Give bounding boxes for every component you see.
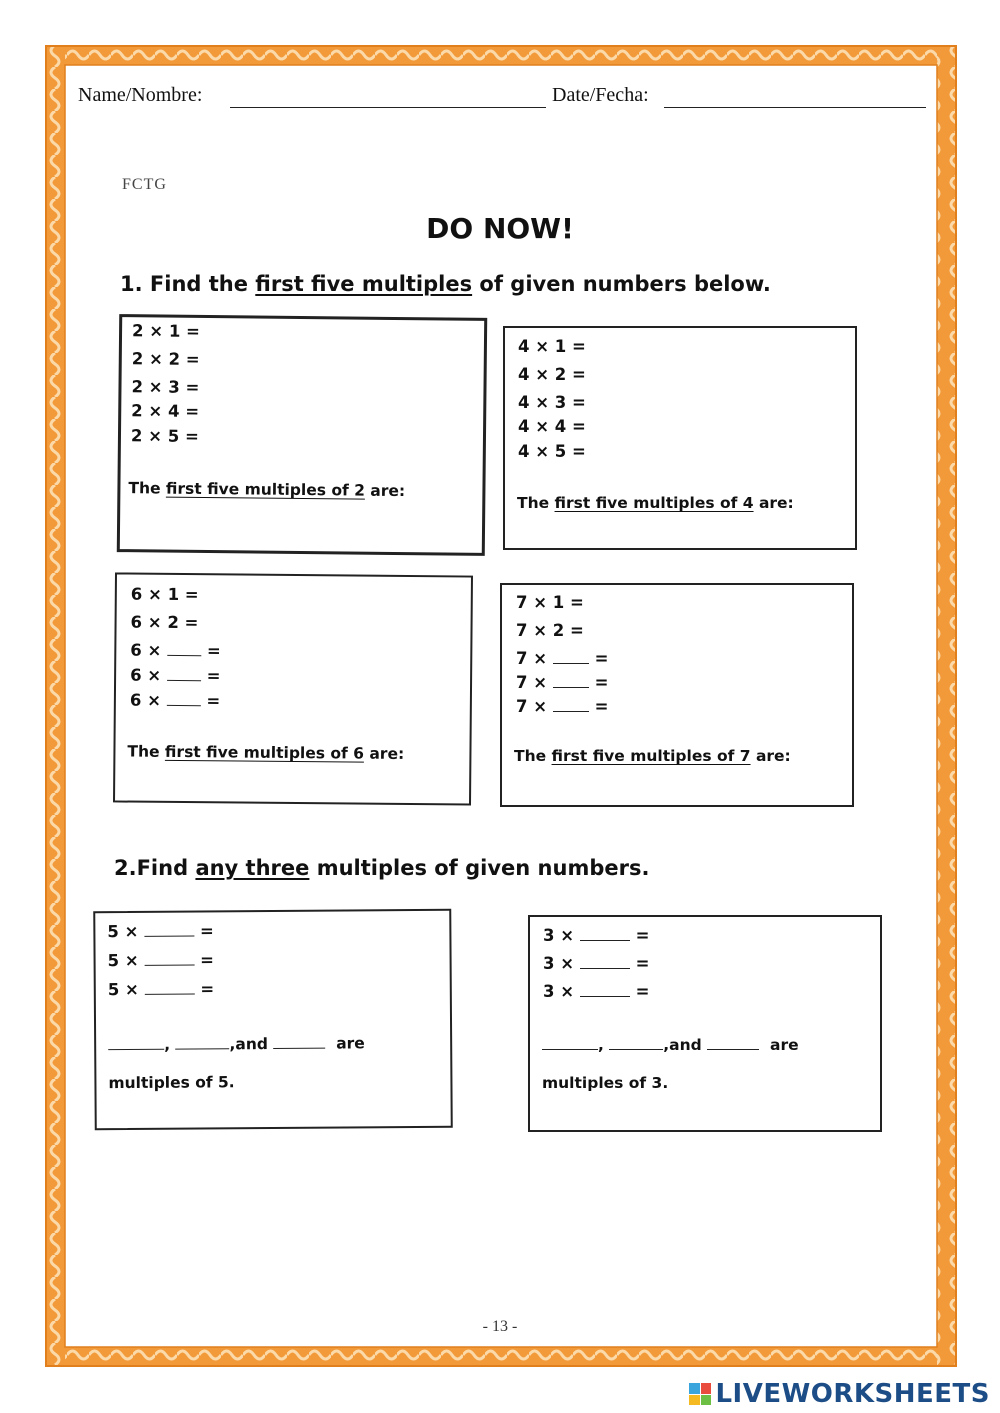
date-blank-line[interactable] [664,107,926,108]
answer-blank[interactable] [145,980,195,995]
multiples-of-4-sentence [517,494,794,512]
sentence-underlined: first five multiples of 4 [554,494,754,512]
sentence-prefix: The [514,747,552,765]
sentence-suffix: are: [364,481,406,501]
sentence-prefix: The [127,742,166,761]
sentence-underlined: first five multiples of 2 [165,479,366,500]
equation-2x1: 2 × 1 = [131,321,201,341]
answer-blank[interactable] [707,1035,759,1050]
multiples-of-5-sentence: , ,and are [108,1033,365,1054]
answer-blank[interactable] [580,954,630,969]
answer-blank[interactable] [553,649,589,664]
multiples-of-3-box [528,915,882,1132]
equation-4x2: 4 × 2 = [518,365,586,384]
equation-3a: 3 × = [543,926,650,945]
answer-blank[interactable] [167,641,201,656]
answer-blank[interactable] [580,926,630,941]
answer-blank[interactable] [580,982,630,997]
equation-7x2: 7 × 2 = [516,621,584,640]
equation-5c: 5 × = [107,979,215,1000]
sentence-suffix: are: [363,744,405,763]
liveworksheets-icon [689,1383,711,1405]
equation-4x3: 4 × 3 = [518,393,586,412]
equation-4x1: 4 × 1 = [518,337,586,356]
equation-7x1: 7 × 1 = [516,593,584,612]
sentence-underlined: first five multiples of 7 [551,747,751,765]
multiples-of-3-sentence: , ,and are [542,1035,799,1054]
sentence-suffix: are: [753,494,794,512]
answer-blank[interactable] [273,1034,325,1049]
answer-blank[interactable] [144,951,194,966]
equation-6x1: 6 × 1 = [130,584,199,605]
equation-4x5: 4 × 5 = [518,442,586,461]
sentence-prefix: The [517,494,555,512]
answer-blank[interactable] [553,697,589,712]
equation-2x2: 2 × 2 = [131,349,200,369]
multiples-of-5-box [93,909,453,1130]
answer-blank[interactable] [542,1035,598,1050]
sentence-prefix: The [128,479,167,498]
answer-blank[interactable] [553,673,589,688]
multiples-of-6-sentence [127,743,404,763]
answer-blank[interactable] [167,666,201,681]
multiples-of-4-box [503,326,857,550]
equation-3c: 3 × = [543,982,650,1001]
question-1-prefix: 1. Find the [120,272,256,296]
sentence-suffix: are: [750,747,791,765]
brand-name: LIVEWORKSHEETS [715,1379,990,1409]
equation-4x4: 4 × 4 = [518,417,586,436]
equation-2x4: 2 × 4 = [131,401,200,421]
question-1-underlined: first five multiples [255,272,473,296]
name-label: Name/Nombre: [78,84,203,106]
multiples-of-2-sentence [128,479,405,500]
multiples-of-7-box [500,583,854,807]
answer-blank[interactable] [167,691,201,706]
multiples-of-6-box [113,572,473,805]
multiples-of-7-sentence [514,747,791,765]
sentence-underlined: first five multiples of 6 [164,742,365,763]
equation-2x3: 2 × 3 = [131,377,200,397]
equation-6x5: 6 × = [129,690,221,711]
multiples-of-2-box [117,314,487,556]
question-2 [114,856,649,880]
equation-6x4: 6 × = [130,665,221,686]
question-2-prefix: 2.Find [114,856,196,880]
equation-7x4: 7 × = [516,673,609,692]
question-1 [120,272,771,296]
equation-5a: 5 × = [107,921,214,942]
answer-blank[interactable] [175,1034,229,1049]
answer-blank[interactable] [609,1035,663,1050]
name-blank-line[interactable] [230,107,546,108]
equation-5b: 5 × = [107,950,215,971]
answer-blank[interactable] [144,922,194,937]
multiples-of-5-line2: multiples of 5. [108,1073,235,1093]
question-2-underlined: any three [195,856,310,880]
answer-blank[interactable] [108,1035,164,1050]
multiples-of-3-line2: multiples of 3. [542,1074,669,1092]
page-number: - 13 - [482,1318,518,1335]
question-2-suffix: multiples of given numbers. [309,856,650,880]
equation-6x3: 6 × = [130,640,221,661]
equation-3b: 3 × = [543,954,650,973]
equation-7x3: 7 × = [516,649,609,668]
equation-7x5: 7 × = [516,697,609,716]
equation-2x5: 2 × 5 = [130,426,199,446]
date-label: Date/Fecha: [552,84,649,106]
equation-6x2: 6 × 2 = [130,612,199,633]
worksheet-code: FCTG [122,176,167,193]
page-title: DO NOW! [426,212,574,245]
question-1-suffix: of given numbers below. [472,272,771,296]
liveworksheets-logo[interactable] [689,1379,990,1409]
